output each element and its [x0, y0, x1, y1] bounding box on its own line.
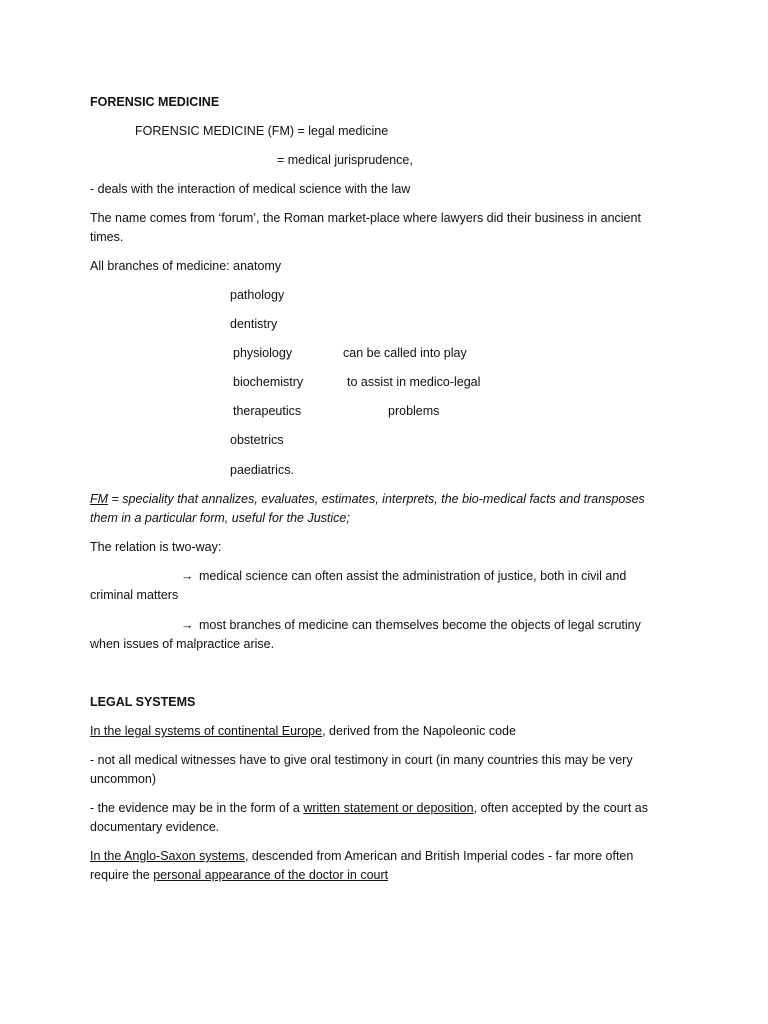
branch-pathology: pathology [230, 288, 285, 302]
relation-point-1-text: medical science can often assist the administration of justice, both in civil and [195, 569, 627, 583]
anglo-line-2-pre: require the [90, 868, 154, 882]
relation-point-1 [181, 568, 626, 584]
evidence-line-2: documentary evidence. [90, 820, 220, 834]
not-all-line-2: uncommon) [90, 772, 156, 786]
name-origin-line-2: times. [90, 230, 124, 244]
definition-line-1: FORENSIC MEDICINE (FM) = legal medicine [135, 124, 389, 138]
branch-therapeutics: therapeutics [233, 404, 302, 418]
fm-abbreviation: FM [90, 492, 109, 506]
fm-definition-line-2: them in a particular form, useful for the Justice; [90, 511, 350, 525]
evidence-underlined: written statement or deposition [303, 801, 474, 815]
evidence-pre: - the evidence may be in the form of a [90, 801, 304, 815]
side-note-line-1: can be called into play [343, 346, 467, 360]
anglo-heading: In the Anglo-Saxon systems [90, 849, 245, 863]
relation-point-2-cont: when issues of malpractice arise. [90, 637, 275, 651]
continental-line [90, 723, 516, 739]
side-note-line-3: problems [388, 404, 440, 418]
right-arrow-icon: → [181, 569, 194, 583]
evidence-post: , often accepted by the court as [473, 801, 648, 815]
fm-definition-text: = speciality that annalizes, evaluates, estimates, interprets, the bio-medical facts and transposes [108, 492, 645, 506]
side-note-line-2: to assist in medico-legal [347, 375, 481, 389]
continental-text: , derived from the Napoleonic code [322, 724, 516, 738]
deals-line: - deals with the interaction of medical science with the law [90, 182, 411, 196]
fm-definition-line-1 [90, 491, 645, 507]
anglo-text: , descended from American and British Imperial codes - far more often [244, 849, 634, 863]
name-origin-line-1: The name comes from ‘forum’, the Roman market-place where lawyers did their business in ancient [90, 211, 641, 225]
branch-obstetrics: obstetrics [230, 433, 284, 447]
branch-paediatrics: paediatrics. [230, 463, 294, 477]
definition-line-2: = medical jurisprudence, [277, 153, 413, 167]
not-all-line-1: - not all medical witnesses have to give oral testimony in court (in many countries this may be very [90, 753, 633, 767]
branch-biochemistry: biochemistry [233, 375, 304, 389]
branch-dentistry: dentistry [230, 317, 278, 331]
relation-point-2-text: most branches of medicine can themselves become the objects of legal scrutiny [195, 618, 641, 632]
branches-intro: All branches of medicine: anatomy [90, 259, 282, 273]
anglo-line-2 [90, 867, 388, 883]
heading-forensic-medicine: FORENSIC MEDICINE [90, 95, 220, 109]
anglo-line-1 [90, 848, 633, 864]
relation-point-2 [181, 617, 641, 633]
evidence-line-1 [90, 800, 648, 816]
relation-line: The relation is two-way: [90, 540, 222, 554]
relation-point-1-cont: criminal matters [90, 588, 179, 602]
branch-physiology: physiology [233, 346, 293, 360]
anglo-line-2-underlined: personal appearance of the doctor in court [153, 868, 389, 882]
right-arrow-icon: → [181, 618, 194, 632]
heading-legal-systems: LEGAL SYSTEMS [90, 695, 196, 709]
continental-heading: In the legal systems of continental Europe [90, 724, 323, 738]
